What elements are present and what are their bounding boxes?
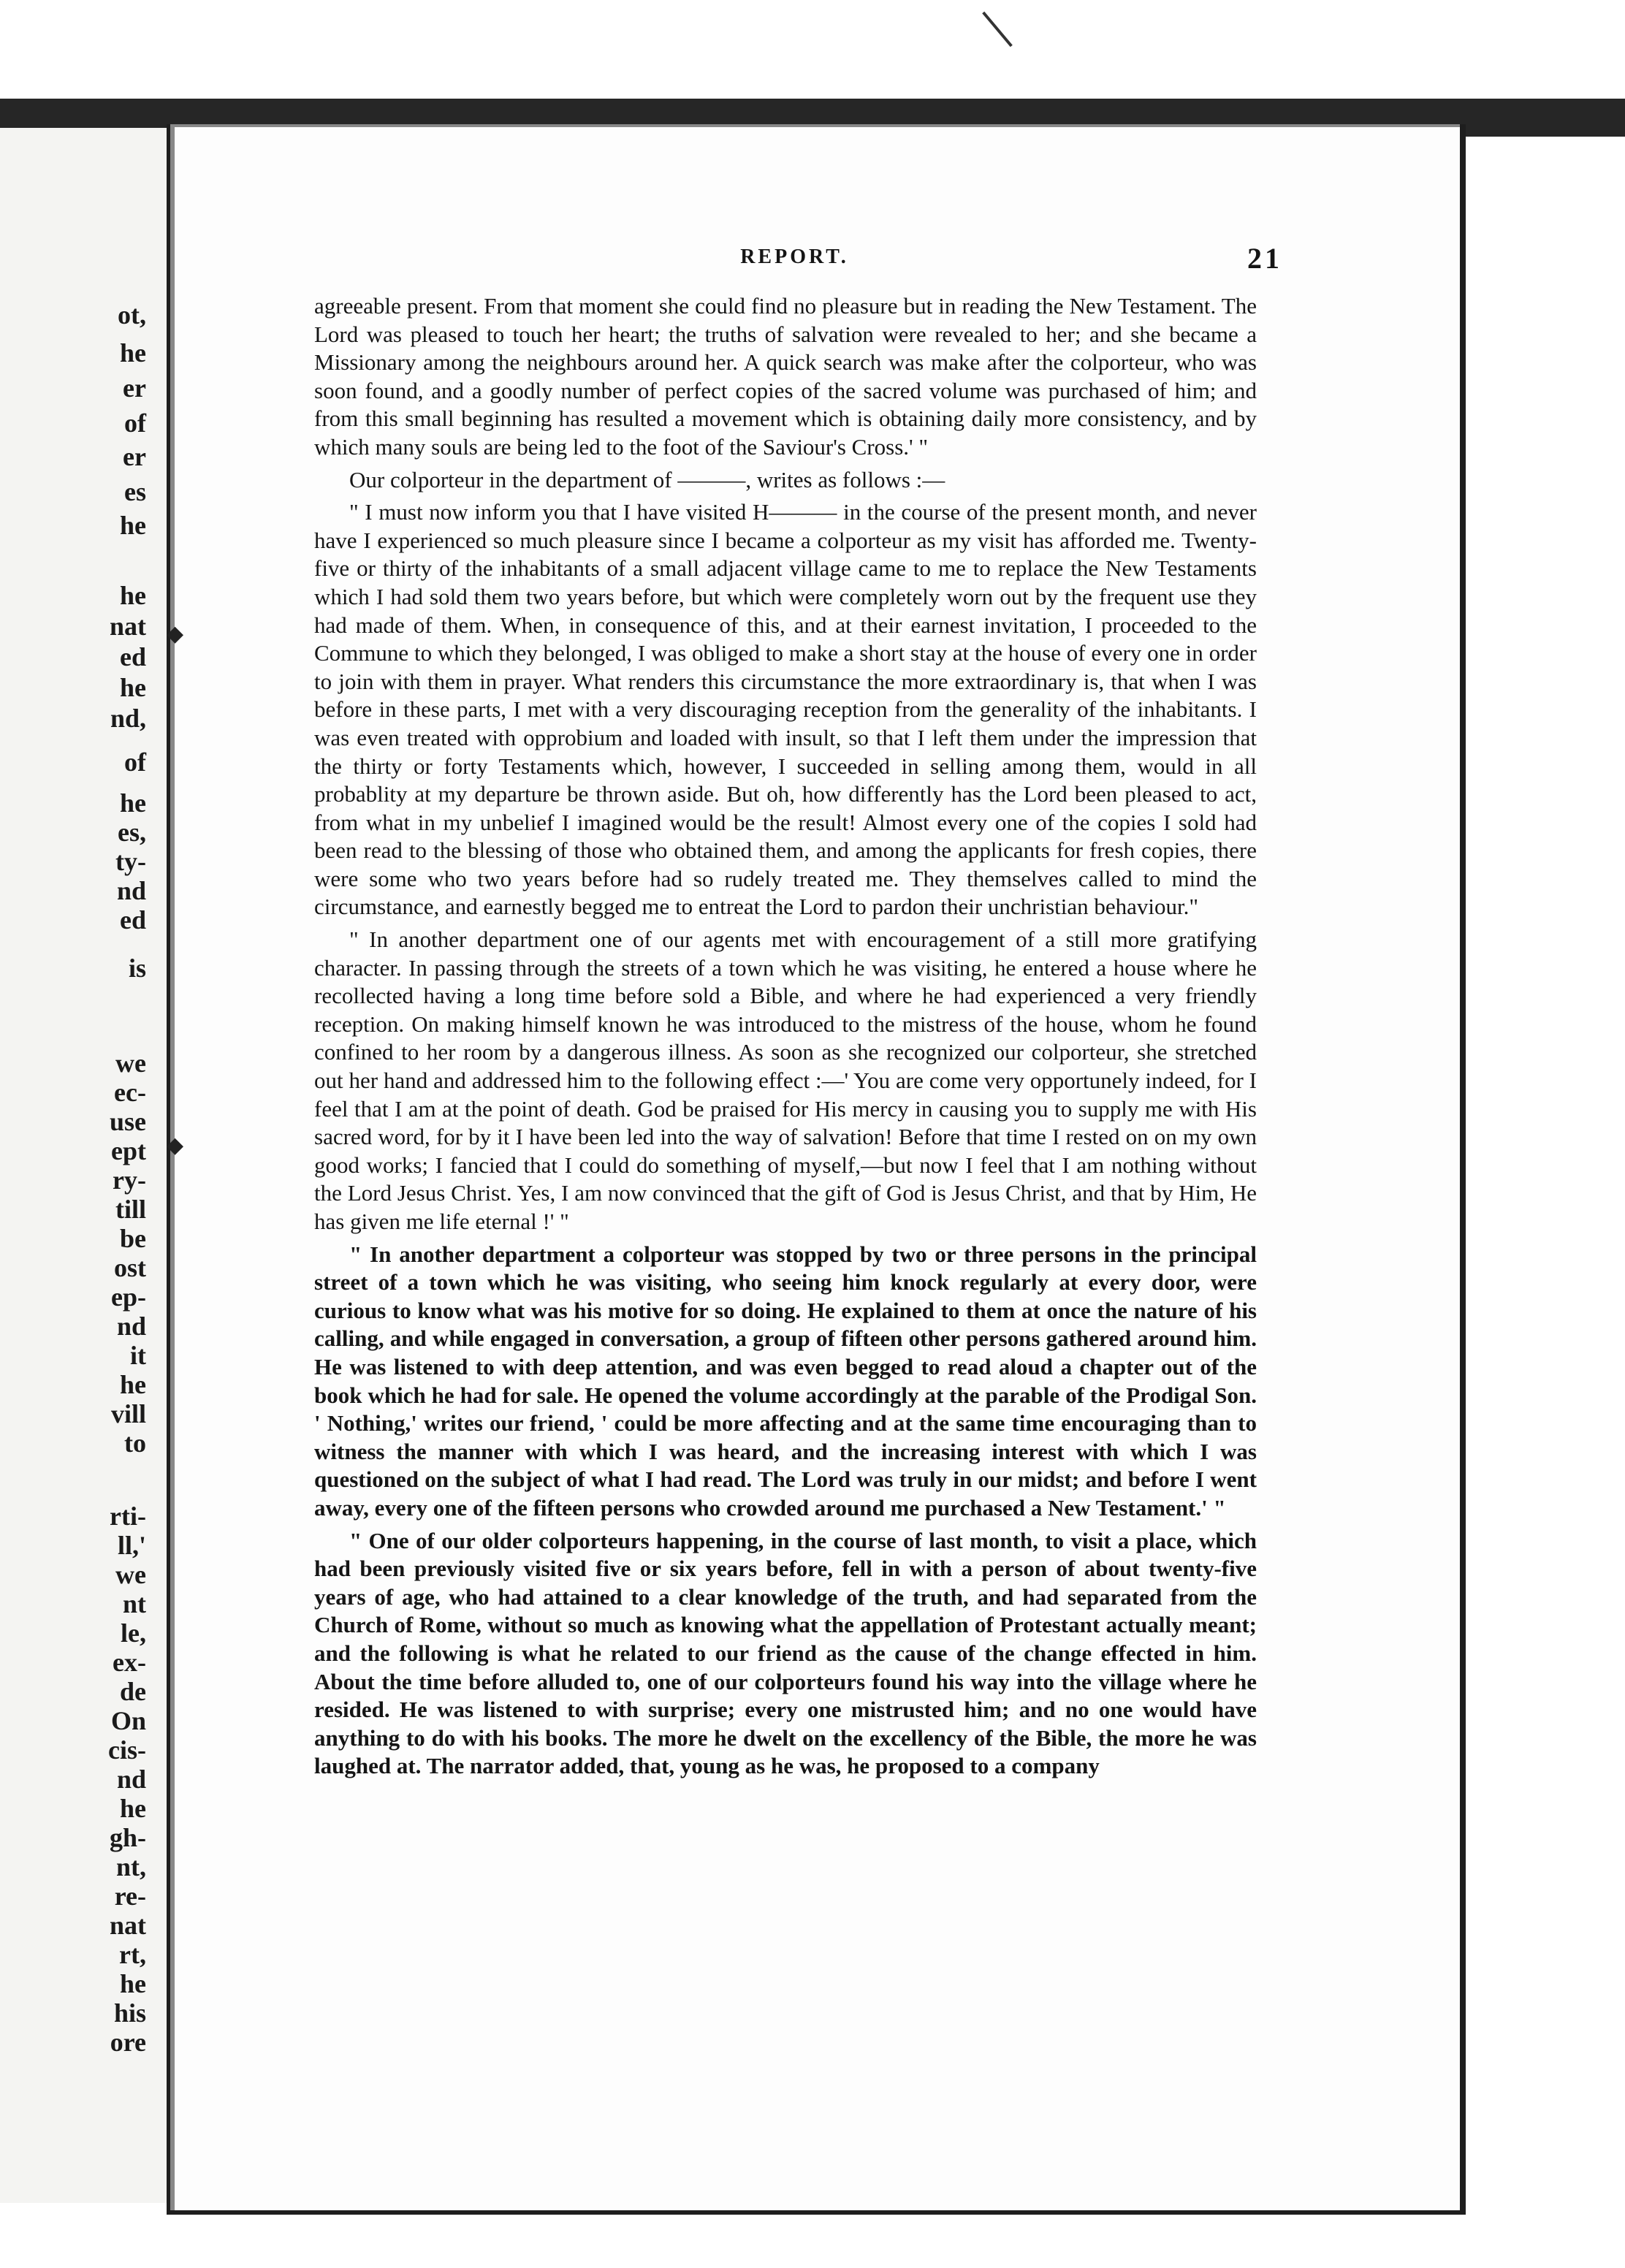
left-fragment: ex-: [113, 1648, 146, 1677]
binding-thread-mark: ◆: [167, 622, 184, 646]
left-fragment: he: [120, 673, 146, 702]
left-fragment: nt: [122, 1589, 146, 1618]
left-fragment: es: [124, 477, 146, 506]
left-fragment: ep-: [111, 1282, 146, 1312]
running-head: REPORT.: [740, 246, 849, 268]
left-fragment: ty-: [115, 847, 146, 876]
binding-thread-mark: ◆: [167, 1133, 184, 1157]
paragraph: " One of our older colporteurs happening, in the course of last month, to visit a place, which had been previously visited five or six years before, fell in with a person of about twenty-five years of age, who had attained to a clear knowledge of the truth, and had separated from the Church of Rome, without so much as knowing what the appellation of Protestant actually meant; and the following is what he related to our friend as the cause of the change effected in him. About the time before alluded to, one of our colporteurs found his way into the village where he resided. He was listened to with surprise; every one mistrusted him; and no one would have anything to do with his books. The more he dwelt on the excellency of the Bible, the more he was laughed at. The narrator added, that, young as he was, he proposed to a company: [314, 1527, 1257, 1779]
left-fragment: rti-: [110, 1502, 146, 1531]
left-fragment: On: [110, 1706, 146, 1735]
left-fragment: nd,: [110, 704, 146, 733]
left-fragment: use: [109, 1107, 146, 1136]
left-fragment: de: [120, 1677, 146, 1706]
left-fragment: nd: [116, 1312, 146, 1341]
left-fragment: we: [115, 1560, 146, 1589]
left-fragment: he: [120, 1969, 146, 1998]
left-fragment: he: [120, 1370, 146, 1399]
left-fragment: gh-: [109, 1823, 146, 1852]
paragraph: Our colporteur in the department of ———, writes as follows :—: [349, 466, 945, 492]
left-fragment: he: [120, 1794, 146, 1823]
left-fragment: ost: [114, 1253, 146, 1282]
left-fragment: ec-: [114, 1078, 146, 1107]
left-fragment: rt,: [119, 1940, 146, 1969]
paragraph: " In another department a colporteur was stopped by two or three persons in the principal street of a town which he was visiting, who seeing him knock regularly at every door, were curious to know what was his motive for so doing. He explained to them at once the nature of his calling, and while engaged in conversation, a group of fifteen other persons gathered around him. He was listened to with deep attention, and was even begged to read aloud a chapter out of the book which he had for sale. He opened the volume accordingly at the parable of the Prodigal Son. ' Nothing,' writes our friend, ' could be more affecting and at the same time encouraging than to witness the manner with which I was heard, and the increasing interest with which I was questioned on the subject of what I had read. The Lord was truly in our midst; and before I went away, every one of the fifteen persons who crowded around me purchased a New Testament.' ": [314, 1241, 1257, 1521]
left-fragment: he: [120, 788, 146, 818]
left-fragment: of: [124, 408, 146, 438]
page-number: 21: [1247, 242, 1282, 275]
left-fragment: is: [128, 954, 146, 983]
left-fragment: it: [130, 1341, 146, 1370]
left-fragment: ed: [120, 905, 146, 935]
left-fragment: he: [120, 511, 146, 540]
left-fragment: ept: [111, 1136, 146, 1165]
page-header: [307, 241, 1282, 278]
left-fragment: nt,: [115, 1852, 146, 1881]
left-fragment: ry-: [113, 1165, 146, 1195]
left-fragment: vill: [110, 1399, 146, 1428]
scan-artifact-mark: [982, 12, 1013, 47]
left-fragment: to: [124, 1428, 146, 1458]
left-fragment: of: [124, 747, 146, 777]
left-facing-page: [0, 128, 176, 2203]
left-fragment: he: [120, 581, 146, 610]
left-fragment: er: [123, 442, 146, 471]
left-fragment: he: [120, 338, 146, 368]
left-fragment: er: [123, 373, 146, 403]
paragraph: " In another department one of our agents met with encouragement of a still more gratifying character. In passing through the streets of a town which he was visiting, he entered a house where he recollected having a long time before sold a Bible, and where he had experienced a very friendly reception. On making himself known he was introduced to the mistress of the house, whom he found confined to her room by a dangerous illness. As soon as she recognized our colporteur, she stretched out her hand and addressed him to the following effect :—' You are come very opportunely indeed, for I feel that I am at the point of death. God be praised for His mercy in causing you to supply me with His sacred word, for by it I have been led into the way of salvation! Before that time I rested on on my own good works; I fancied that I could do something of myself,—but now I feel that I am nothing without the Lord Jesus Christ. Yes, I am now convinced that the gift of God is Jesus Christ, and that by Him, He has given me life eternal !' ": [314, 926, 1257, 1234]
left-fragment: nat: [109, 612, 146, 641]
left-fragment: re-: [114, 1881, 146, 1911]
left-fragment: ot,: [118, 300, 146, 330]
left-fragment: his: [113, 1998, 146, 2028]
left-fragment: be: [120, 1224, 146, 1253]
paragraph: " I must now inform you that I have visited H——— in the course of the present month, and never have I experienced so much pleasure since I became a colporteur as my visit has afforded me. Twenty-five or thirty of the inhabitants of a small adjacent village came to me to replace the New Testaments which I had sold them two years before, but which were completely worn out by the frequent use they had made of them. When, in consequence of this, and at their earnest invitation, I proceeded to the Commune to which they belonged, I was obliged to make a short stay at the house of every one in order to join with them in prayer. What renders this circumstance the more extraordinary is, that when I was before in these parts, I met with a very discouraging reception from the generality of the inhabitants. I was even treated with opprobium and loaded with insult, so that I left them under the impression that the thirty or forty Testaments which, however, I succeeded in selling among them, would in all probablity at my departure be thrown aside. But oh, how differently has the Lord been pleased to act, from what in my unbelief I imagined would be the result! Almost every one of the copies I sold had been read to the blessing of those who obtained them, and among the applicants for fresh copies, there were some who two years before had so rudely treated me. They themselves called to mind the circumstance, and earnestly begged me to entreat the Lord to pardon their unchristian behaviour.": [314, 499, 1257, 920]
left-fragment: nat: [109, 1911, 146, 1940]
left-fragment: till: [115, 1195, 146, 1224]
left-page-text-fragments: [0, 128, 146, 2203]
left-fragment: es,: [118, 818, 146, 847]
left-fragment: ed: [120, 642, 146, 671]
body-text: [314, 292, 1257, 1785]
paragraph: agreeable present. From that moment she could find no pleasure but in reading the New Testament. The Lord was pleased to touch her heart; the truths of salvation were revealed to her; and she became a Missionary among the neighbours around her. A quick search was make after the colporteur, who was soon found, and a goodly number of perfect copies of the sacred volume was purchased of him; and from this small beginning has resulted a movement which is obtaining daily more consistency, and by which many souls are being led to the foot of the Saviour's Cross.' ": [314, 293, 1257, 460]
left-fragment: we: [115, 1049, 146, 1078]
left-fragment: nd: [116, 1765, 146, 1794]
left-fragment: ore: [110, 2028, 146, 2057]
left-fragment: cis-: [108, 1735, 146, 1765]
left-fragment: ll,': [117, 1531, 146, 1560]
left-fragment: le,: [121, 1618, 146, 1648]
left-fragment: nd: [116, 876, 146, 905]
